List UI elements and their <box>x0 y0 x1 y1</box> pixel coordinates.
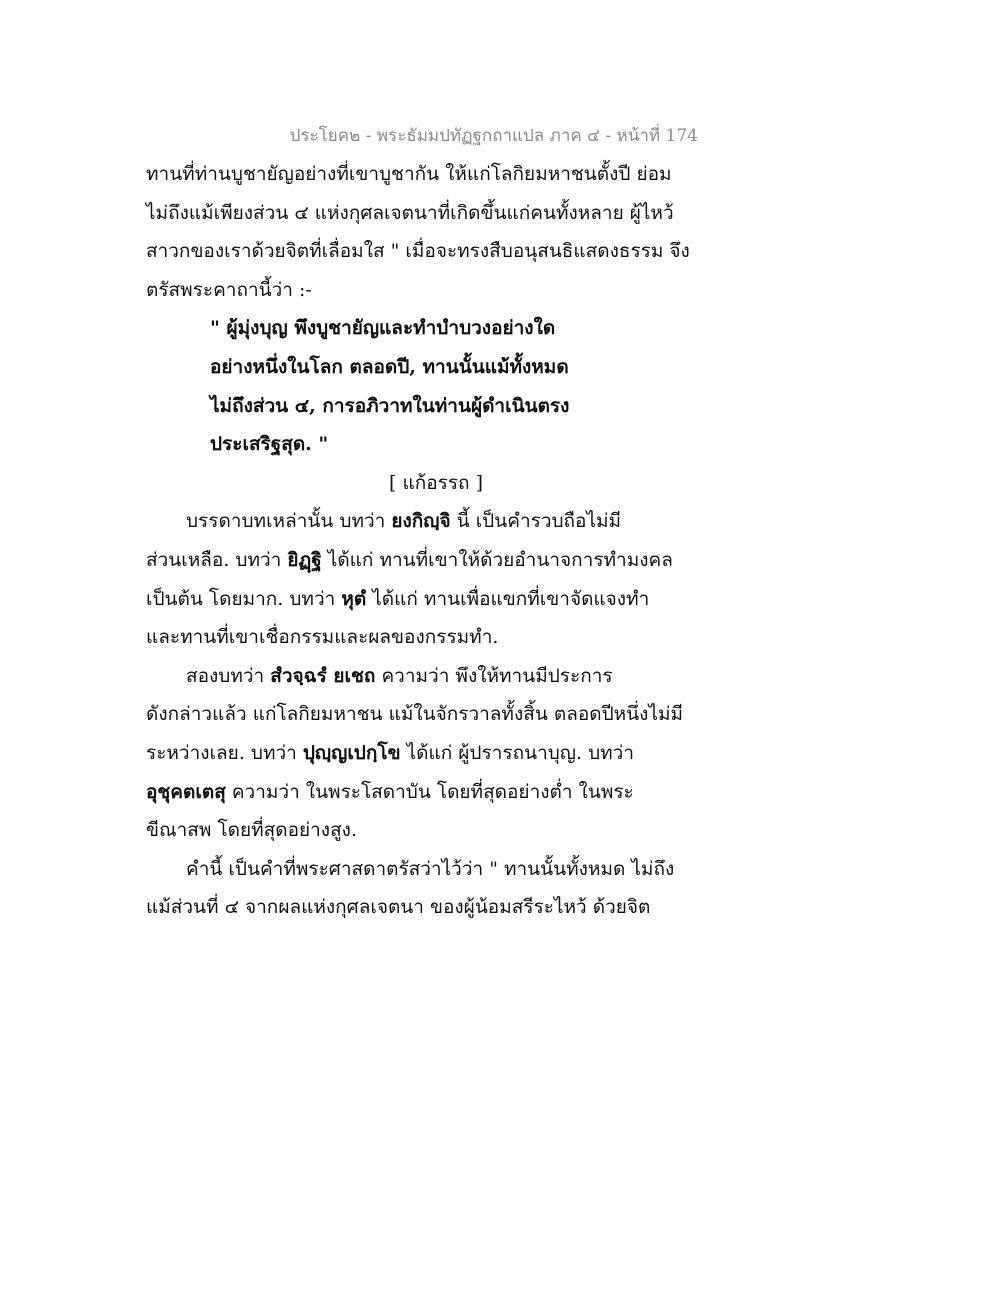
paragraph-2-line-4: และทานที่เขาเชื่อกรรมและผลของกรรมทำ. <box>146 626 499 649</box>
paragraph-3-line-5: ขีณาสพ โดยที่สุดอย่างสูง. <box>146 819 357 842</box>
text-run: ได้แก่ ทานเพื่อแขกที่เขาจัดแจงทำ <box>366 587 650 610</box>
paragraph-1-line-1: ทานที่ท่านบูชายัญอย่างที่เขาบูชากัน ให้แก่โลกิยมหาชนตั้งปี ย่อม <box>146 163 672 185</box>
text-run: ได้แก่ ผู้ปรารถนาบุญ. บทว่า <box>400 741 634 764</box>
text-run: ส่วนเหลือ. บทว่า <box>146 548 288 571</box>
pali-term: ยิฏฺฐิ <box>287 548 322 571</box>
text-run: ความว่า ในพระโสดาบัน โดยที่สุดอย่างต่ำ ในพระ <box>225 780 634 803</box>
paragraph-4-line-2: แม้ส่วนที่ ๔ จากผลแห่งกุศลเจตนา ของผู้น้อมสรีระไหว้ ด้วยจิต <box>146 896 651 919</box>
pali-term: ปุญฺญเปกฺโข <box>302 741 401 764</box>
text-run: ได้แก่ ทานที่เขาให้ด้วยอำนาจการทำมงคล <box>321 548 673 571</box>
text-run: ระหว่างเลย. บทว่า <box>146 741 303 764</box>
paragraph-1-line-3: สาวกของเราด้วยจิตที่เลื่อมใส " เมื่อจะทรงสืบอนุสนธิแสดงธรรม จึง <box>146 240 690 263</box>
verse-line-1: " ผู้มุ่งบุญ พึงบูชายัญและทำบำบวงอย่างใด <box>210 317 556 340</box>
verse-line-3: ไม่ถึงส่วน ๔, การอภิวาทในท่านผู้ดำเนินตรง <box>210 394 570 417</box>
paragraph-1-line-2: ไม่ถึงแม้เพียงส่วน ๔ แห่งกุศลเจตนาที่เกิดขึ้นแก่คนทั้งหลาย ผู้ไหว้ <box>146 201 674 224</box>
text-run: เป็นต้น โดยมาก. บทว่า <box>146 587 342 610</box>
text-run: ความว่า พึงให้ทานมีประการ <box>375 664 613 687</box>
paragraph-4-line-1: คำนี้ เป็นคำที่พระศาสดาตรัสว่าไว้ว่า " ทานนั้นทั้งหมด ไม่ถึง <box>186 857 675 880</box>
paragraph-2-line-3 <box>146 580 726 619</box>
paragraph-3-line-1 <box>146 657 726 696</box>
verse-line-4: ประเสริฐสุด. " <box>210 433 329 456</box>
pali-term: สํวจฺฉรํ ยเชถ <box>270 664 376 687</box>
pali-term: อุชุคตเตสุ <box>146 780 226 803</box>
paragraph-3-line-4 <box>146 773 726 812</box>
pali-term: หุตํ <box>341 587 367 610</box>
running-header: ประโยค๒ - พระธัมมปทัฏฐกถาแปล ภาค ๔ - หน้าที่ 174 <box>289 126 698 146</box>
verse-line-2: อย่างหนึ่งในโลก ตลอดปี, ทานนั้นแม้ทั้งหมด <box>210 355 569 378</box>
text-run: นี้ เป็นคำรวบถือไม่มี <box>450 510 622 533</box>
paragraph-3-line-2: ดังกล่าวแล้ว แก่โลกิยมหาชน แม้ในจักรวาลทั้งสิ้น ตลอดปีหนึ่งไม่มี <box>146 703 684 726</box>
paragraph-2-line-1 <box>146 502 726 541</box>
paragraph-1-line-4: ตรัสพระคาถานี้ว่า :- <box>146 278 312 301</box>
pali-term: ยงกิญฺจิ <box>391 510 451 533</box>
paragraph-3-line-3 <box>146 734 726 773</box>
text-run: บรรดาบทเหล่านั้น บทว่า <box>186 510 392 533</box>
section-heading: [ แก้อรรถ ] <box>389 471 483 494</box>
text-run: สองบทว่า <box>186 664 271 687</box>
body-text <box>146 155 726 927</box>
paragraph-2-line-2 <box>146 541 726 580</box>
